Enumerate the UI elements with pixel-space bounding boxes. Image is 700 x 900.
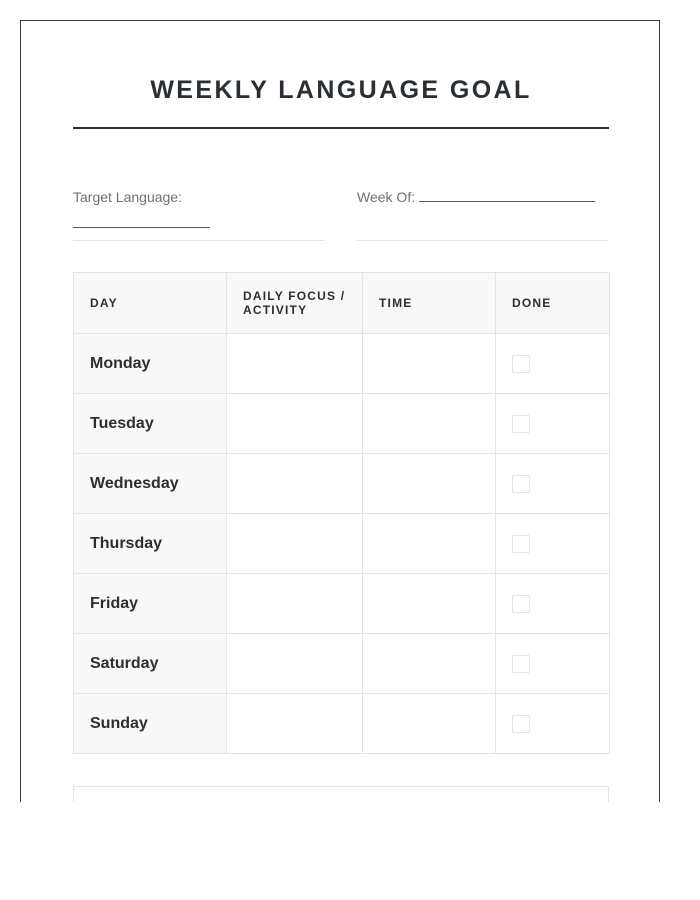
focus-cell[interactable] [227,514,363,574]
done-cell [496,634,610,694]
title-divider [73,127,609,129]
table-header-row [74,273,610,334]
time-cell[interactable] [363,514,496,574]
planner-page [20,20,660,802]
focus-cell[interactable] [227,634,363,694]
notes-box[interactable] [73,786,609,802]
done-cell [496,334,610,394]
table-row [74,694,610,754]
header-day: DAY [74,273,227,334]
table-row [74,574,610,634]
week-of-blank-line[interactable] [419,191,595,202]
time-cell[interactable] [363,574,496,634]
day-cell-sunday: Sunday [74,694,227,754]
done-checkbox[interactable] [512,415,530,433]
day-cell-friday: Friday [74,574,227,634]
done-cell [496,454,610,514]
done-checkbox[interactable] [512,715,530,733]
table-row [74,514,610,574]
target-language-blank-line[interactable] [73,227,210,228]
time-cell[interactable] [363,394,496,454]
done-checkbox[interactable] [512,595,530,613]
header-done: DONE [496,273,610,334]
table-row [74,454,610,514]
done-cell [496,694,610,754]
done-checkbox[interactable] [512,355,530,373]
focus-cell[interactable] [227,694,363,754]
done-cell [496,394,610,454]
done-checkbox[interactable] [512,655,530,673]
day-cell-wednesday: Wednesday [74,454,227,514]
done-cell [496,574,610,634]
week-of-label: Week Of: [357,189,416,205]
done-checkbox[interactable] [512,535,530,553]
focus-cell[interactable] [227,454,363,514]
page-title: WEEKLY LANGUAGE GOAL [150,76,532,104]
focus-cell[interactable] [227,574,363,634]
table-row [74,334,610,394]
focus-cell[interactable] [227,394,363,454]
target-language-label: Target Language: [73,189,182,205]
day-cell-thursday: Thursday [74,514,227,574]
done-checkbox[interactable] [512,475,530,493]
time-cell[interactable] [363,334,496,394]
header-time: TIME [363,273,496,334]
focus-cell[interactable] [227,334,363,394]
day-cell-saturday: Saturday [74,634,227,694]
done-cell [496,514,610,574]
header-daily-focus: DAILY FOCUS / ACTIVITY [227,273,363,334]
day-cell-tuesday: Tuesday [74,394,227,454]
time-cell[interactable] [363,694,496,754]
time-cell[interactable] [363,454,496,514]
table-row [74,394,610,454]
week-of-field[interactable] [357,187,609,241]
time-cell[interactable] [363,634,496,694]
weekly-schedule-table [73,272,610,754]
table-row [74,634,610,694]
day-cell-monday: Monday [74,334,227,394]
target-language-field[interactable] [73,187,325,241]
